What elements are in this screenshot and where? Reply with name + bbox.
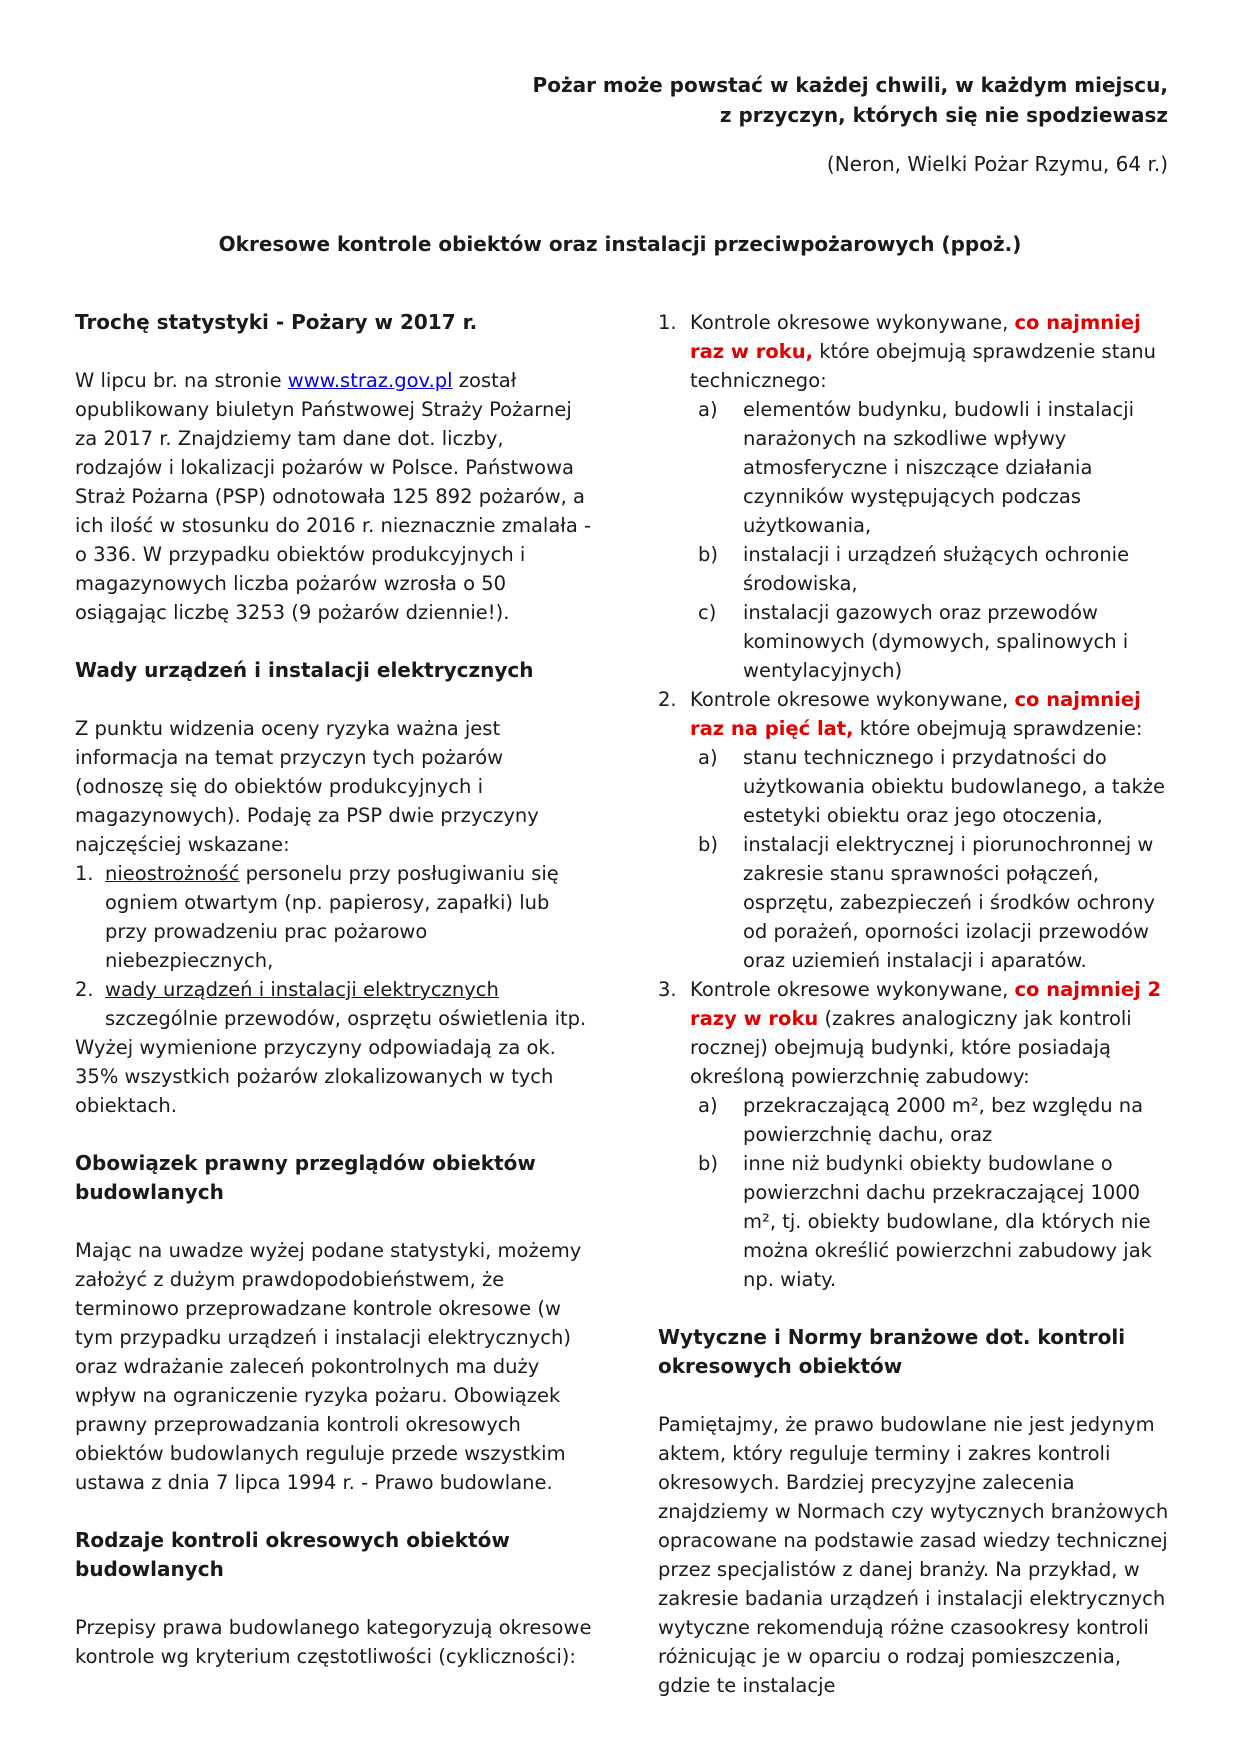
defects-intro: Z punktu widzenia oceny ryzyka ważna jest informacja na temat przyczyn tych pożarów (odnoszę się do obiektów produkcyjnych i magazynowych). Podaję za PSP dwie przyczyny najczęściej wskazane: [75, 717, 539, 856]
list-item [658, 308, 1173, 685]
sub-item [698, 830, 1173, 975]
causes-list [75, 859, 595, 1033]
document-title: Okresowe kontrole obiektów oraz instalacji przeciwpożarowych (ppoż.) [218, 232, 1022, 256]
sub-letter: b) [698, 833, 718, 856]
epigraph-line-1: Pożar może powstać w każdej chwili, w każdym miejscu, [532, 73, 1168, 97]
epigraph-line-2: z przyczyn, których się nie spodziewasz [719, 103, 1168, 127]
guidelines-paragraph: Pamiętajmy, że prawo budowlane nie jest jedynym aktem, który reguluje terminy i zakres kontroli okresowych. Bardziej precyzyjne zalecenia znajdziemy w Normach czy wytycznych branżowych opracowane na podstawie zasad wiedzy technicznej przez specjalistów z danej branży. Na przykład, w zakresie badania urządzeń i instalacji elektrycznych wytyczne rekomendują różne czasookresy kontroli różnicując je w oparciu o rodzaj pomieszczenia, gdzie te instalacje [658, 1413, 1169, 1697]
inspection-types-paragraph: Przepisy prawa budowlanego kategoryzują okresowe kontrole wg kryterium częstotliwości (cykliczności): [75, 1616, 592, 1668]
cause-term: wady urządzeń i instalacji elektrycznych [105, 978, 499, 1001]
statistics-text-rest: został opublikowany biuletyn Państwowej Straży Pożarnej za 2017 r. Znajdziemy tam dane dot. liczby, rodzajów i lokalizacji pożarów w Polsce. Państwowa Straż Pożarna (PSP) odnotowała 125 892 pożarów, a ich ilość w stosunku do 2016 r. nieznacznie zmalała - o 336. W przypadku obiektów produkcyjnych i magazynowych liczba pożarów wzrosła o 50 osiągając liczbę 3253 (9 pożarów dziennie!). [75, 369, 592, 624]
defects-outro: Wyżej wymienione przyczyny odpowiadają za ok. 35% wszystkich pożarów zlokalizowanych w tych obiektach. [75, 1036, 556, 1117]
list-number: 2. [658, 688, 677, 711]
sub-letter: a) [698, 1094, 718, 1117]
sub-text: przekraczającą 2000 m², bez względu na powierzchnię dachu, oraz [743, 1094, 1144, 1146]
straz-link[interactable]: www.straz.gov.pl [287, 369, 453, 392]
list-item [658, 685, 1173, 975]
epigraph-citation: (Neron, Wielki Pożar Rzymu, 64 r.) [826, 152, 1168, 176]
item-text: Kontrole okresowe wykonywane, [690, 311, 1015, 334]
epigraph [533, 70, 1168, 178]
item-text: (zakres analogiczny jak kontroli rocznej) obejmują budynki, które posiadają określoną powierzchnię zabudowy: [690, 1007, 1132, 1088]
sub-letter: a) [698, 746, 718, 769]
cause-description: personelu przy posługiwaniu się ogniem otwartym (np. papierosy, zapałki) lub przy prowadzeniu prac pożarowo niebezpiecznych, [105, 862, 559, 972]
sub-text: instalacji i urządzeń służących ochronie środowiska, [743, 543, 1130, 595]
list-number: 1. [658, 311, 677, 334]
sub-item [698, 395, 1173, 540]
list-number: 2. [75, 978, 94, 1001]
statistics-text-start: W lipcu br. na stronie [75, 369, 288, 392]
list-item [658, 975, 1173, 1294]
sub-list [698, 1091, 1173, 1294]
sub-item [698, 540, 1173, 598]
sub-text: stanu technicznego i przydatności do użytkowania obiektu budowlanego, a także estetyki obiektu oraz jego otoczenia, [743, 746, 1166, 827]
frequency-emphasis: co najmniej raz na pięć lat, [690, 688, 1141, 740]
legal-duty-paragraph: Mając na uwadze wyżej podane statystyki, możemy założyć z dużym prawdopodobieństwem, że terminowo przeprowadzane kontrole okresowe (w tym przypadku urządzeń i instalacji elektrycznych) oraz wdrażanie zaleceń pokontrolnych ma duży wpływ na ograniczenie ryzyka pożaru. Obowiązek prawny przeprowadzania kontroli okresowych obiektów budowlanych reguluje przede wszystkim ustawa z dnia 7 lipca 1994 r. - Prawo budowlane. [75, 1239, 582, 1494]
sub-item [698, 598, 1173, 685]
section-heading-statistics: Trochę statystyki - Pożary w 2017 r. [75, 310, 478, 334]
right-column [658, 308, 1173, 1729]
frequency-emphasis: co najmniej raz w roku, [690, 311, 1141, 363]
item-text: które obejmują sprawdzenie: [853, 717, 1143, 740]
statistics-paragraph [75, 366, 595, 627]
list-item [75, 859, 595, 975]
section-heading-inspection-types: Rodzaje kontroli okresowych obiektów budowlanych [75, 1528, 510, 1581]
left-column [75, 308, 595, 1700]
sub-text: instalacji gazowych oraz przewodów kominowych (dymowych, spalinowych i wentylacyjnych) [743, 601, 1129, 682]
sub-letter: b) [698, 1152, 718, 1175]
inspection-frequency-list [658, 308, 1173, 1294]
spacer [658, 1294, 1173, 1323]
frequency-emphasis: co najmniej 2 razy w roku [690, 978, 1162, 1030]
sub-item [698, 1149, 1173, 1294]
sub-letter: b) [698, 543, 718, 566]
list-number: 3. [658, 978, 677, 1001]
item-text: Kontrole okresowe wykonywane, [690, 978, 1015, 1001]
sub-list [698, 395, 1173, 685]
section-heading-legal-duty: Obowiązek prawny przeglądów obiektów budowlanych [75, 1151, 536, 1204]
sub-list [698, 743, 1173, 975]
cause-term: nieostrożność [105, 862, 240, 885]
item-text: Kontrole okresowe wykonywane, [690, 688, 1015, 711]
cause-description: szczególnie przewodów, osprzętu oświetlenia itp. [105, 1007, 587, 1030]
sub-text: inne niż budynki obiekty budowlane o powierzchni dachu przekraczającej 1000 m², tj. obiekty budowlane, dla których nie można określić powierzchni zabudowy jak np. wiaty. [743, 1152, 1152, 1291]
sub-item [698, 1091, 1173, 1149]
sub-text: elementów budynku, budowli i instalacji narażonych na szkodliwe wpływy atmosferyczne i niszczące działania czynników występujących podczas użytkowania, [743, 398, 1135, 537]
section-heading-defects: Wady urządzeń i instalacji elektrycznych [75, 658, 534, 682]
list-item [75, 975, 595, 1033]
section-heading-guidelines: Wytyczne i Normy branżowe dot. kontroli okresowych obiektów [658, 1325, 1126, 1378]
sub-letter: c) [698, 601, 717, 624]
item-text: które obejmują sprawdzenie stanu technicznego: [690, 340, 1157, 392]
sub-letter: a) [698, 398, 718, 421]
list-number: 1. [75, 862, 94, 885]
sub-text: instalacji elektrycznej i piorunochronnej w zakresie stanu sprawności połączeń, osprzętu, zabezpieczeń i środków ochrony od porażeń, oporności izolacji przewodów oraz uziemień instalacji i aparatów. [743, 833, 1155, 972]
sub-item [698, 743, 1173, 830]
